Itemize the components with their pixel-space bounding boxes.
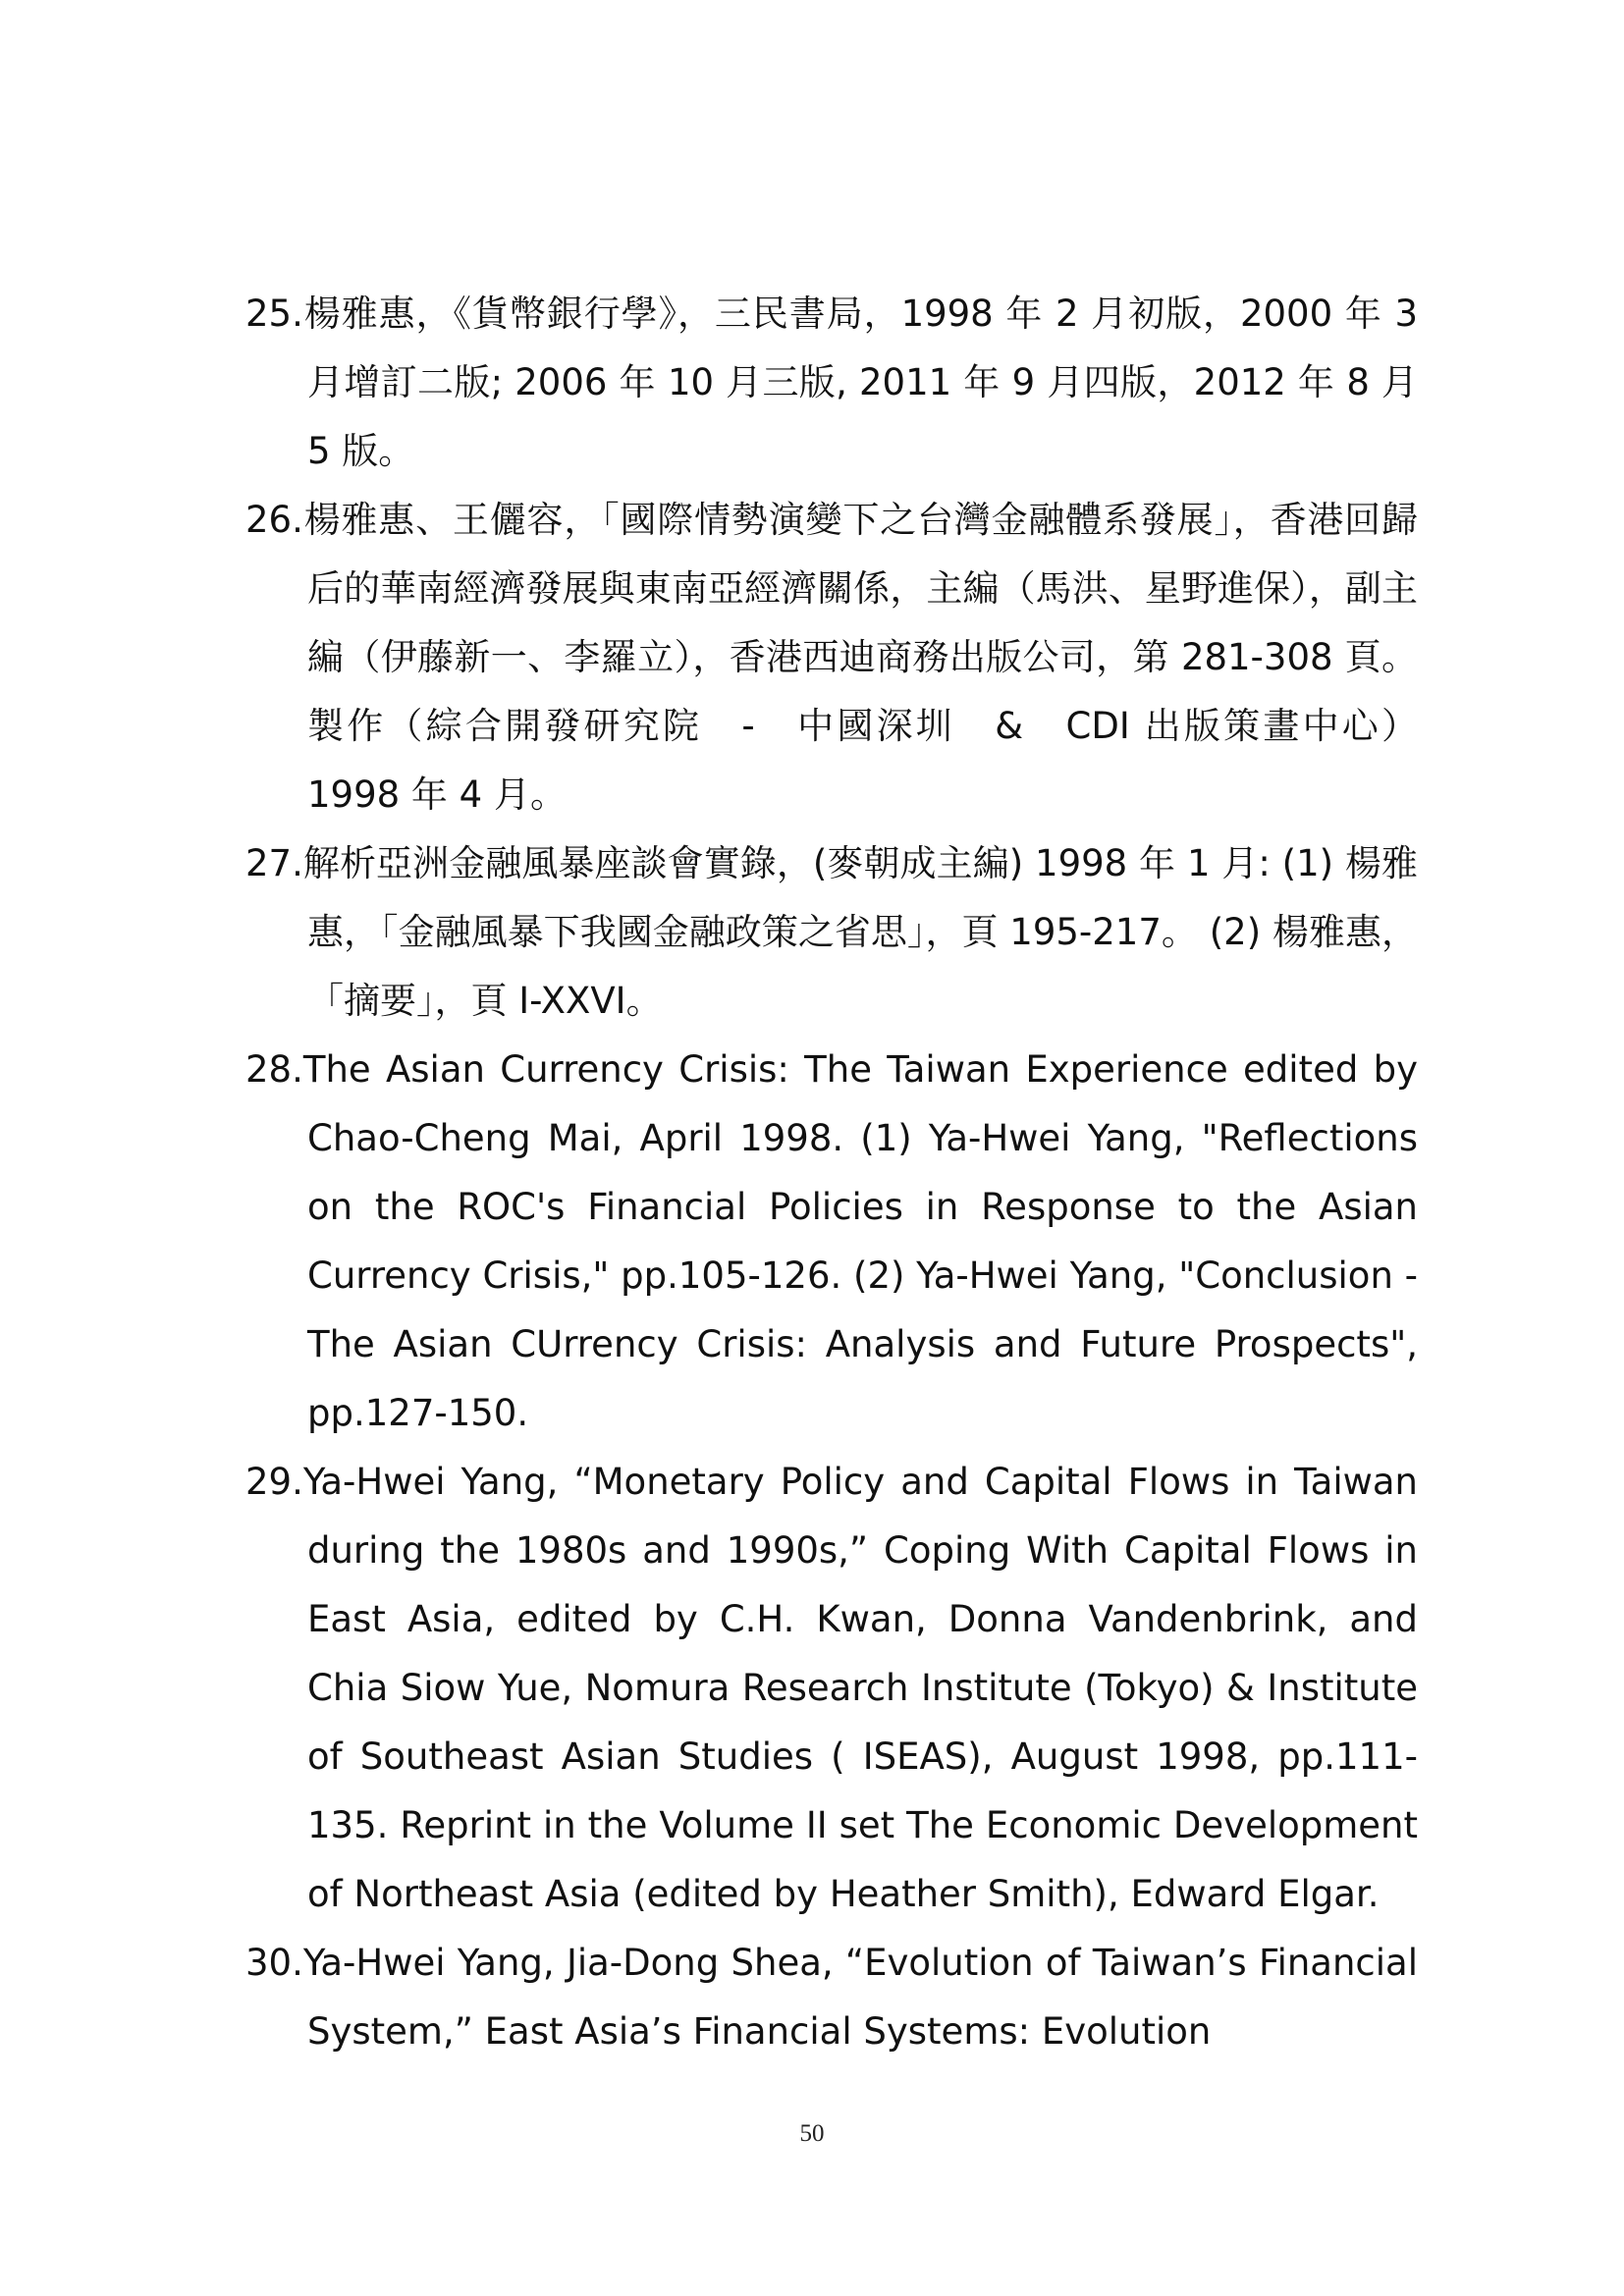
page-number: 50 — [799, 2120, 825, 2147]
reference-item — [245, 829, 1418, 1036]
reference-number: 29. — [245, 1461, 303, 1503]
reference-text: 楊雅惠、王儷容，「國際情勢演變下之台灣金融體系發展」，香港回歸后的華南經濟發展與東南亞經濟關係，主編（馬洪、星野進保），副主編（伊藤新一、李羅立），香港西迪商務出版公司，第 281-308 頁。製作（綜合開發研究院 - 中國深圳 & CDI 出版策畫中心）1998 年 4 月。 — [302, 499, 1418, 816]
reference-number: 26. — [245, 499, 303, 541]
reference-text: 解析亞洲金融風暴座談會實錄，(麥朝成主編) 1998 年 1 月: (1) 楊雅惠，「金融風暴下我國金融政策之省思」，頁 195-217。 (2) 楊雅惠，「摘要」，頁 I-XXVI。 — [302, 842, 1418, 1022]
reference-number: 28. — [245, 1048, 303, 1091]
reference-number: 30. — [245, 1942, 303, 1984]
reference-text: 楊雅惠，《貨幣銀行學》，三民書局，1998 年 2 月初版，2000 年 3 月增訂二版; 2006 年 10 月三版, 2011 年 9 月四版，2012 年 8 月 5 版。 — [302, 293, 1418, 472]
reference-number: 27. — [245, 842, 303, 884]
reference-list — [245, 280, 1418, 2066]
reference-item — [245, 486, 1418, 829]
reference-item — [245, 280, 1418, 486]
reference-text: Ya-Hwei Yang, Jia-Dong Shea, “Evolution of Taiwan’s Financial System,” East Asia’s Financial Systems: Evolution — [302, 1942, 1418, 2053]
reference-number: 25. — [245, 293, 303, 335]
reference-item — [245, 1929, 1418, 2066]
reference-text: The Asian Currency Crisis: The Taiwan Experience edited by Chao-Cheng Mai, April 1998. (1) Ya-Hwei Yang, "Reflections on the ROC's Financial Policies in Response to the Asian Currency Crisis," pp.105-126. (2) Ya-Hwei Yang, "Conclusion - The Asian CUrrency Crisis: Analysis and Future Prospects", pp.127-150. — [302, 1048, 1419, 1434]
reference-item — [245, 1448, 1418, 1929]
reference-text: Ya-Hwei Yang, “Monetary Policy and Capital Flows in Taiwan during the 1980s and 1990s,” Coping With Capital Flows in East Asia, edited by C.H. Kwan, Donna Vandenbrink, and Chia Siow Yue, Nomura Research Institute (Tokyo) & Institute of Southeast Asian Studies ( ISEAS), August 1998, pp.111-135. Reprint in the Volume II set The Economic Development of Northeast Asia (edited by Heather Smith), Edward Elgar. — [302, 1461, 1418, 1915]
reference-item — [245, 1036, 1418, 1448]
